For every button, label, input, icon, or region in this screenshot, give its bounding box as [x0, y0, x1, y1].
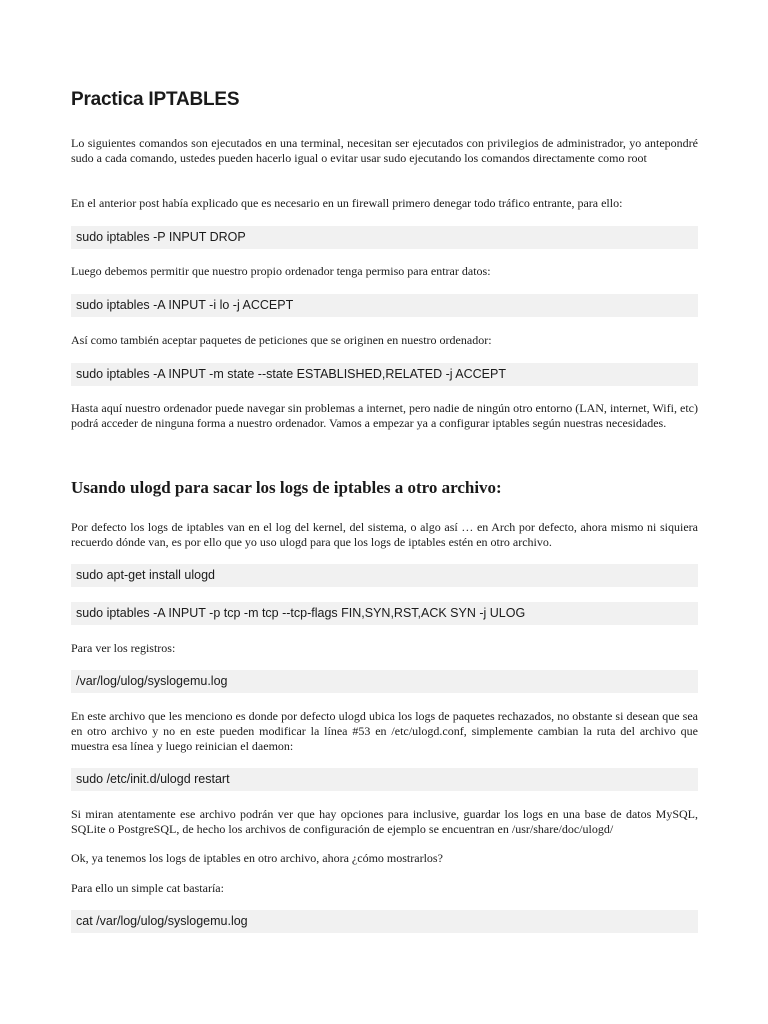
paragraph-show-logs: Ok, ya tenemos los logs de iptables en otro archivo, ahora ¿cómo mostrarlos?: [71, 851, 443, 865]
code-block-accept-loopback: sudo iptables -A INPUT -i lo -j ACCEPT: [71, 294, 698, 317]
paragraph-default-logs: Por defecto los logs de iptables van en el log del kernel, del sistema, o algo así … en Arch por defecto, ahora mismo ni siquiera recuerdo dónde van, es por ello que yo uso ulogd para que los logs de iptables estén en otro archivo.: [71, 520, 698, 549]
paragraph-cat: Para ello un simple cat bastaría:: [71, 881, 224, 895]
paragraph-database-options: Si miran atentamente ese archivo podrán ver que hay opciones para inclusive, guardar los logs en una base de datos MySQL, SQLite o PostgreSQL, de hecho los archivos de configuración de ejemplo se encuentran en /usr/share/doc/ulogd/: [71, 807, 698, 836]
page-title: Practica IPTABLES: [71, 89, 240, 110]
paragraph-view-logs: Para ver los registros:: [71, 641, 176, 655]
paragraph-config-file: En este archivo que les menciono es donde por defecto ulogd ubica los logs de paquetes rechazados, no obstante si desean que sea en otro archivo y no en este pueden modificar la línea #53 en /etc/ulogd.conf, simplemente cambian la ruta del archivo que muestra esa línea y luego reinician el daemon:: [71, 709, 698, 753]
section-heading-ulogd: Usando ulogd para sacar los logs de iptables a otro archivo:: [71, 478, 502, 497]
code-block-cat-log: cat /var/log/ulog/syslogemu.log: [71, 910, 698, 933]
paragraph-allow-local: Luego debemos permitir que nuestro propio ordenador tenga permiso para entrar datos:: [71, 264, 491, 278]
paragraph-deny-traffic: En el anterior post había explicado que es necesario en un firewall primero denegar todo tráfico entrante, para ello:: [71, 196, 623, 210]
code-block-install-ulogd: sudo apt-get install ulogd: [71, 564, 698, 587]
code-block-ulog-rule: sudo iptables -A INPUT -p tcp -m tcp --tcp-flags FIN,SYN,RST,ACK SYN -j ULOG: [71, 602, 698, 625]
code-block-restart-daemon: sudo /etc/init.d/ulogd restart: [71, 768, 698, 791]
paragraph-accept-established: Así como también aceptar paquetes de peticiones que se originen en nuestro ordenador:: [71, 333, 492, 347]
code-block-policy-drop: sudo iptables -P INPUT DROP: [71, 226, 698, 249]
code-block-log-path: /var/log/ulog/syslogemu.log: [71, 670, 698, 693]
paragraph-summary: Hasta aquí nuestro ordenador puede navegar sin problemas a internet, pero nadie de ningún otro entorno (LAN, internet, Wifi, etc) podrá acceder de ninguna forma a nuestro ordenador. Vamos a empezar ya a configurar iptables según nuestras necesidades.: [71, 401, 698, 430]
code-block-accept-established: sudo iptables -A INPUT -m state --state ESTABLISHED,RELATED -j ACCEPT: [71, 363, 698, 386]
paragraph-intro: Lo siguientes comandos son ejecutados en una terminal, necesitan ser ejecutados con privilegios de administrador, yo antepondré sudo a cada comando, ustedes pueden hacerlo igual o evitar usar sudo ejecutando los comandos directamente como root: [71, 136, 698, 165]
